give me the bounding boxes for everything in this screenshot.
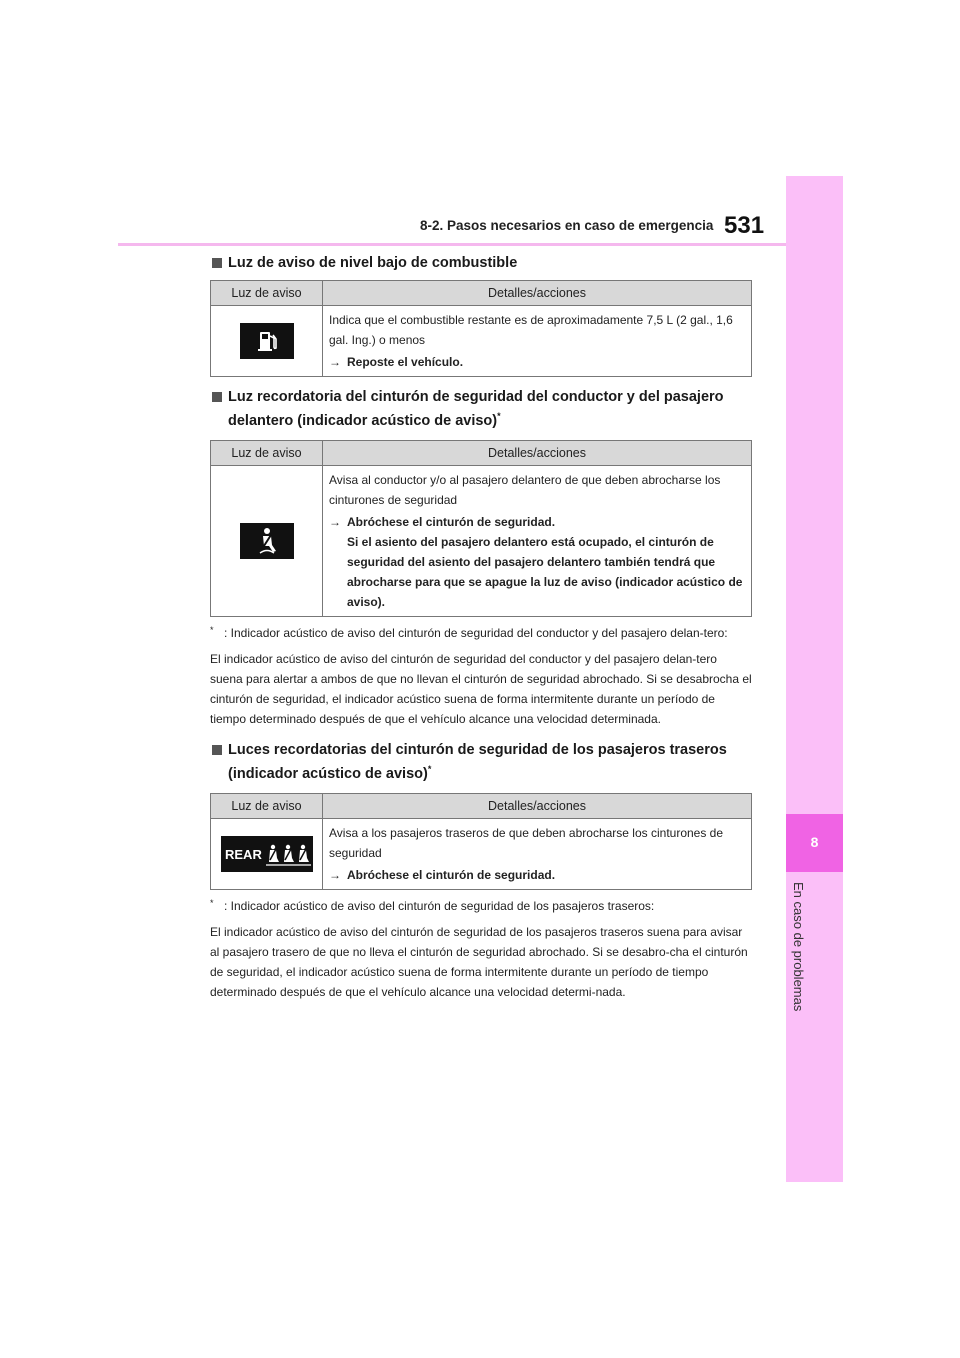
action-text: Abróchese el cinturón de seguridad. — [347, 514, 556, 529]
chapter-tab[interactable] — [786, 814, 843, 872]
col-header-light: Luz de aviso — [211, 440, 323, 465]
details-text: Avisa al conductor y/o al pasajero delantero de que deben abrocharse los cinturones de seguridad — [329, 472, 721, 507]
arrow-icon: → — [329, 514, 341, 529]
square-bullet-icon — [212, 745, 222, 755]
page-content — [210, 254, 752, 1002]
col-header-details: Detalles/acciones — [323, 440, 752, 465]
col-header-details: Detalles/acciones — [323, 281, 752, 306]
footnote-rear: * : Indicador acústico de aviso del cinturón de seguridad de los pasajeros traseros: — [210, 897, 655, 913]
details-text: Indica que el combustible restante es de aproximadamente 7,5 L (2 gal., 1,6 gal. Ing.) o menos — [329, 313, 733, 347]
section-heading-fuel: Luz de aviso de nivel bajo de combustible — [210, 254, 752, 273]
rear-seatbelt-icon — [221, 836, 313, 872]
section-title: 8-2. Pasos necesarios en caso de emergencia — [420, 218, 714, 233]
action-text: Abróchese el cinturón de seguridad. — [347, 867, 556, 882]
paragraph-front: El indicador acústico de aviso del cinturón de seguridad del conductor y del pasajero delan-tero suena para alertar a ambos de que no llevan el cinturón de seguridad abrochado. Si se desabrocha el cinturón de seguridad, el indicador acústico suena de forma intermitente durante un período de tiempo determinado después de que el vehículo alcance una velocidad determinada. — [210, 651, 752, 726]
seatbelt-icon — [240, 523, 294, 559]
header-rule — [118, 243, 786, 246]
arrow-icon: → — [329, 867, 341, 882]
fuel-warning-table — [210, 280, 752, 377]
paragraph-rear: El indicador acústico de aviso del cinturón de seguridad de los pasajeros traseros suena para avisar al pasajero trasero de que no lleva el cinturón de seguridad abrochado. Si se desabro-cha el cinturón de seguridad, el indicador acústico suena de forma intermitente durante un período de tiempo determinado después de que el vehículo alcance una velocidad determi-nada. — [210, 924, 748, 999]
details-text: Avisa a los pasajeros traseros de que deben abrocharse los cinturones de seguridad — [329, 825, 724, 860]
chapter-title: En caso de problemas — [791, 882, 806, 1012]
rear-seatbelt-table — [210, 793, 752, 890]
chapter-number: 8 — [810, 834, 819, 850]
col-header-details: Detalles/acciones — [323, 793, 752, 818]
chapter-sidebar — [786, 176, 843, 1182]
col-header-light: Luz de aviso — [211, 793, 323, 818]
fuel-pump-icon — [240, 323, 294, 359]
footnote-front: * : Indicador acústico de aviso del cinturón de seguridad del conductor y del pasajero delan-tero: — [210, 624, 728, 640]
svg-text:REAR: REAR — [224, 846, 262, 862]
square-bullet-icon — [212, 258, 222, 268]
section-heading-front-seatbelt: Luz recordatoria del cinturón de seguridad del conductor y del pasajero delantero (indicador acústico de aviso)* — [210, 388, 752, 431]
action-note: Si el asiento del pasajero delantero está ocupado, el cinturón de seguridad del asiento del pasajero delantero también tendrá que abrocharse para que se apague la luz de aviso (indicador acústico de aviso). — [347, 534, 743, 609]
section-heading-rear-seatbelt: Luces recordatorias del cinturón de seguridad de los pasajeros traseros (indicador acústico de aviso)* — [210, 741, 752, 784]
page-number: 531 — [724, 212, 765, 239]
square-bullet-icon — [212, 392, 222, 402]
arrow-icon: → — [329, 355, 341, 369]
action-text: Reposte el vehículo. — [347, 355, 464, 369]
front-seatbelt-table — [210, 440, 752, 617]
chapter-label — [791, 882, 826, 1132]
col-header-light: Luz de aviso — [211, 281, 323, 306]
